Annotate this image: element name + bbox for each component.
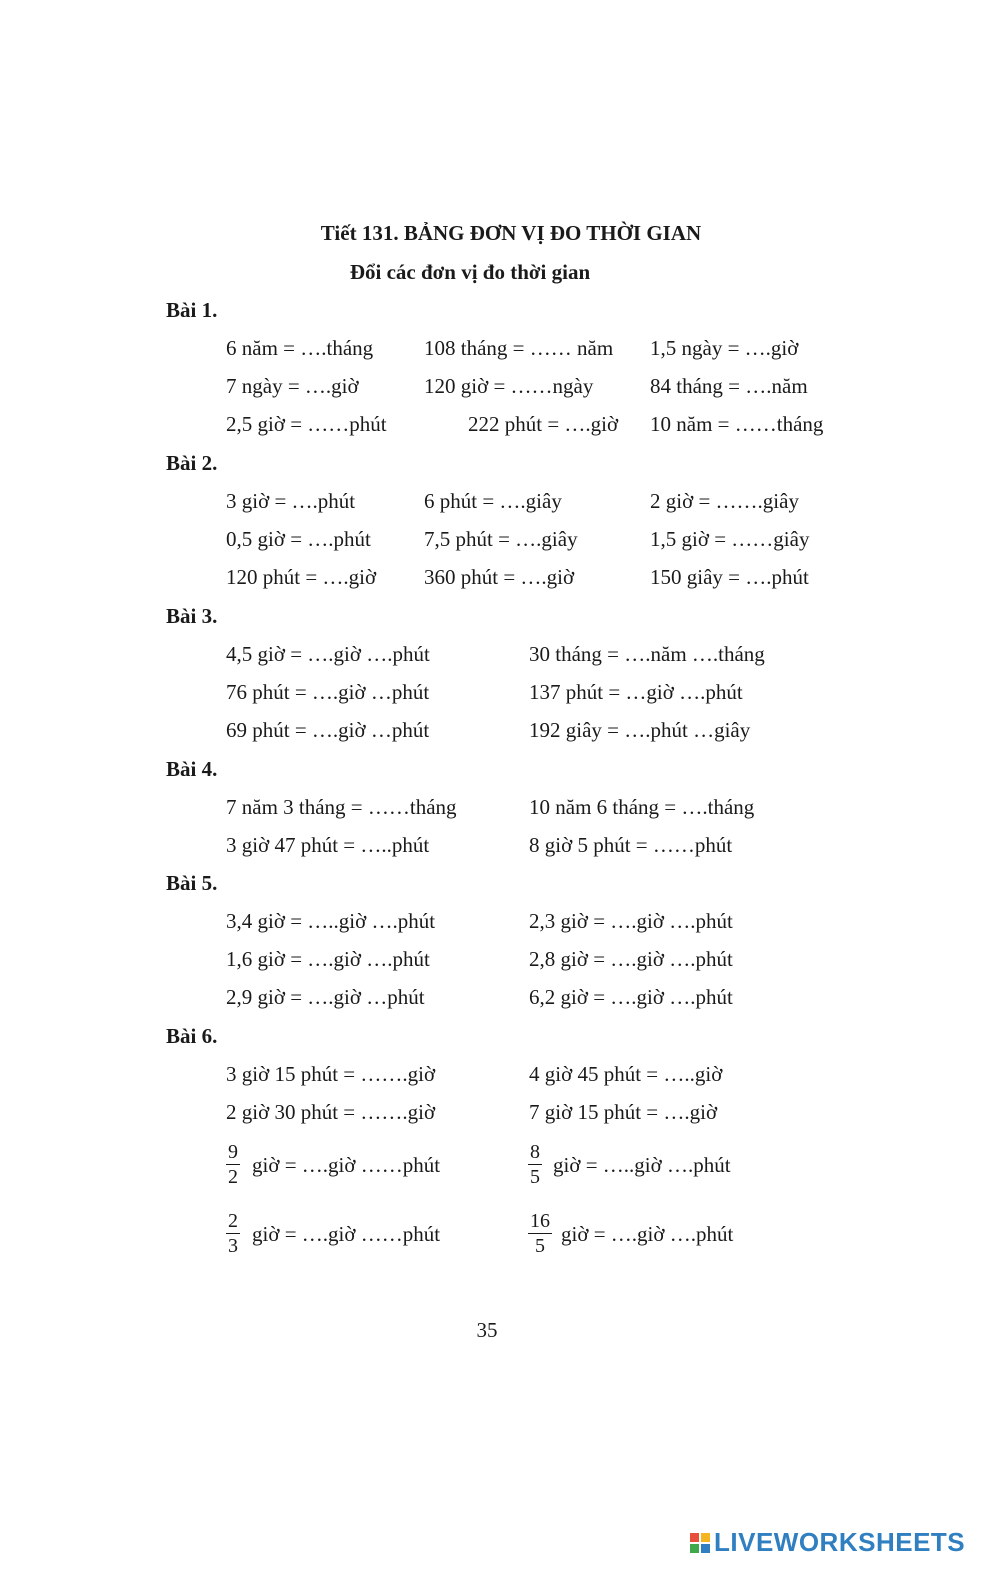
exercise-6-item: 3 giờ 15 phút = …….giờ — [226, 1062, 436, 1086]
exercise-1-item: 7 ngày = ….giờ — [226, 374, 359, 398]
fraction-denominator: 3 — [228, 1235, 238, 1257]
exercise-6-item: 4 giờ 45 phút = …..giờ — [529, 1062, 723, 1086]
exercise-2-item: 2 giờ = …….giây — [650, 489, 799, 513]
page-title: Tiết 131. BẢNG ĐƠN VỊ ĐO THỜI GIAN — [320, 221, 702, 245]
exercise-6-item: 7 giờ 15 phút = ….giờ — [529, 1100, 718, 1124]
exercise-6-item: giờ = ….giờ ……phút — [252, 1222, 441, 1246]
fraction-numerator: 9 — [228, 1141, 238, 1163]
exercise-4-item: 8 giờ 5 phút = ……phút — [529, 833, 733, 857]
exercise-4-item: 3 giờ 47 phút = …..phút — [226, 833, 430, 857]
liveworksheets-logo[interactable] — [690, 1527, 965, 1558]
exercise-5-item: 1,6 giờ = ….giờ ….phút — [226, 947, 430, 971]
fraction-numerator: 2 — [228, 1210, 238, 1232]
exercise-2-item: 1,5 giờ = ……giây — [650, 527, 810, 551]
exercise-3-item: 137 phút = …giờ ….phút — [529, 680, 743, 704]
exercise-3-item: 76 phút = ….giờ …phút — [226, 680, 430, 704]
exercise-1-item: 108 tháng = …… năm — [424, 336, 614, 360]
fraction-denominator: 2 — [228, 1166, 238, 1188]
exercise-1-item: 84 tháng = ….năm — [650, 374, 808, 398]
exercise-6-item: giờ = …..giờ ….phút — [553, 1153, 731, 1177]
exercise-4-item: 10 năm 6 tháng = ….tháng — [529, 795, 755, 819]
fraction — [226, 1209, 240, 1258]
exercise-1-item: 6 năm = ….tháng — [226, 336, 374, 360]
liveworksheets-icon — [690, 1533, 710, 1553]
exercise-5-heading: Bài 5. — [166, 871, 218, 895]
fraction-numerator: 16 — [530, 1210, 550, 1232]
exercise-5-item: 6,2 giờ = ….giờ ….phút — [529, 985, 733, 1009]
exercise-4-heading: Bài 4. — [166, 757, 218, 781]
exercise-6-item: 2 giờ 30 phút = …….giờ — [226, 1100, 436, 1124]
page-number: 35 — [476, 1318, 498, 1342]
fraction-denominator: 5 — [535, 1235, 545, 1257]
exercise-2-item: 3 giờ = ….phút — [226, 489, 356, 513]
exercise-1-item: 1,5 ngày = ….giờ — [650, 336, 799, 360]
exercise-6-item: giờ = ….giờ ….phút — [561, 1222, 734, 1246]
exercise-2-item: 6 phút = ….giây — [424, 489, 562, 513]
exercise-3-item: 69 phút = ….giờ …phút — [226, 718, 430, 742]
exercise-6-heading: Bài 6. — [166, 1024, 218, 1048]
fraction-denominator: 5 — [530, 1166, 540, 1188]
fraction — [226, 1140, 240, 1189]
exercise-4-item: 7 năm 3 tháng = ……tháng — [226, 795, 457, 819]
exercise-2-item: 150 giây = ….phút — [650, 565, 809, 589]
exercise-3-item: 4,5 giờ = ….giờ ….phút — [226, 642, 430, 666]
exercise-1-item: 2,5 giờ = ……phút — [226, 412, 387, 436]
fraction-numerator: 8 — [530, 1141, 540, 1163]
exercise-3-heading: Bài 3. — [166, 604, 218, 628]
exercise-2-item: 0,5 giờ = ….phút — [226, 527, 371, 551]
exercise-1-heading: Bài 1. — [166, 298, 218, 322]
exercise-1-item: 222 phút = ….giờ — [468, 412, 619, 436]
exercise-5-item: 2,9 giờ = ….giờ …phút — [226, 985, 425, 1009]
exercise-2-heading: Bài 2. — [166, 451, 218, 475]
exercise-2-item: 360 phút = ….giờ — [424, 565, 575, 589]
brand-name: LIVEWORKSHEETS — [714, 1527, 966, 1557]
fraction — [528, 1140, 542, 1189]
exercise-5-item: 3,4 giờ = …..giờ ….phút — [226, 909, 436, 933]
exercise-1-item: 120 giờ = ……ngày — [424, 374, 594, 398]
page-subtitle: Đổi các đơn vị đo thời gian — [349, 260, 591, 284]
exercise-2-item: 120 phút = ….giờ — [226, 565, 377, 589]
exercise-5-item: 2,8 giờ = ….giờ ….phút — [529, 947, 733, 971]
exercise-3-item: 30 tháng = ….năm ….tháng — [529, 642, 765, 666]
exercise-6-item: giờ = ….giờ ……phút — [252, 1153, 441, 1177]
exercise-3-item: 192 giây = ….phút …giây — [529, 718, 751, 742]
exercise-1-item: 10 năm = ……tháng — [650, 412, 824, 436]
fraction — [528, 1209, 552, 1258]
exercise-2-item: 7,5 phút = ….giây — [424, 527, 578, 551]
exercise-5-item: 2,3 giờ = ….giờ ….phút — [529, 909, 733, 933]
